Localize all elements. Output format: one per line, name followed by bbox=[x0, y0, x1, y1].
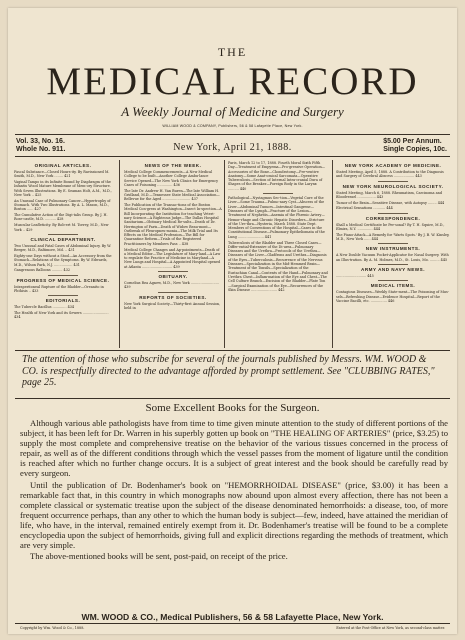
toc-entry: Tumor of the Brain—Sensitive Disease, with Autopsy ........ 444 bbox=[336, 200, 445, 205]
masthead-subtitle: A Weekly Journal of Medicine and Surgery bbox=[121, 104, 344, 119]
ad-title: Some Excellent Books for the Surgeon. bbox=[145, 402, 320, 414]
toc-entry: The Cumulative Action of the Digi-talis Group. By J. H. Rose-castle, M.D. .......... 428 bbox=[14, 213, 108, 222]
societies-list bbox=[124, 302, 222, 311]
masthead-title: MEDICAL RECORD bbox=[46, 60, 419, 103]
section-heading: MEDICAL ITEMS. bbox=[370, 283, 416, 289]
instruments-list bbox=[336, 253, 450, 262]
toc-entry: Two Unusual and Fatal Cases of Abdominal Injury. By W. Berger, M.D., Baltimore, Md. .. 431 bbox=[14, 243, 112, 253]
toc-entry: Electrical Sensations ........... 444 bbox=[336, 206, 393, 211]
toc-entry: Medical College Commencements—A New Medical College to be built—Another College Ambu-lance Service Opened—The New York Clinics for Emergency Cases of Poisoning .............. 436 bbox=[124, 170, 219, 187]
toc-entry: Stated Meeting, March 6, 1888. Rheumatism, Carcinoma and Bloodvessel ................. 443 bbox=[336, 190, 442, 199]
news-list bbox=[124, 170, 222, 269]
journal-page bbox=[8, 8, 457, 634]
toc-entry: An Unusual Case of Pulmonary Cancer—Hypertrophy of Stomach. With Two Illustrations. By A. L. Mason, M.D., Boston ...... 427 bbox=[14, 198, 111, 212]
clinical-list bbox=[14, 244, 112, 273]
ad-paragraph: Although various able pathologists have from time to time given minute attention to the study of different portions of the subject, it has been left for Dr. Warren in his superbly gotten up book on "THE HEALING OF ARTERIES" (price, $3.25) to supply the most complete and comprehensive treatise on the behavior of the various tissues concerned in the process of repair, as well as of the different conditions through which the vessel passes from the moment of ligature until the condition is reached after which no further change occurs. It is a subject of great interest and the book should be carefully read by every surgeon. bbox=[20, 418, 448, 479]
items-list bbox=[336, 290, 450, 303]
rule-bottom bbox=[15, 623, 450, 624]
pathology-list bbox=[228, 196, 328, 292]
obituary-list bbox=[124, 281, 222, 290]
masthead-the: THE bbox=[217, 45, 248, 59]
whole-number: Whole No. 911. bbox=[16, 146, 66, 153]
toc-entry: Eighty-one Days without a Stool—An Accessory from the Stomach—Relations of the Symptoms. By W. Edwards, M.D., Wilson Park, N.J. ................. 431 bbox=[14, 253, 112, 267]
rule-notice bbox=[15, 350, 450, 351]
divider bbox=[48, 234, 78, 235]
academy-list bbox=[336, 170, 450, 179]
toc-column-4 bbox=[336, 161, 450, 349]
ad-body bbox=[20, 418, 448, 562]
editorials-list bbox=[14, 305, 112, 319]
toc-entry: Vaginal Tampo in its Infinite Bound by Diaphragm of the Infantis Wood Mature Membrane of Mem-ory Structure. With Seven Illustrations. By E. Seaman Holt, A.M., M.D., New York .. 425 bbox=[14, 180, 112, 197]
ad-paragraph: Until the publication of Dr. Bodenhamer's book on "HEMORRHOIDAL DISEASE" (price, $3.00) it has been a remarkable fact that, in this country in which monographs now abound upon almost every affection, there has not been a complete classical or systematic treatise upon the subject of the disease denominated hemorrhoids: a disease, too, of more frequent occurrence perhaps, than any other to which the human body is subject—few, indeed, have attained the meridian of life, who have, in the interval, remained entirely exempt from it. Dr. Bodenhamer's treatise will be found to be a complete encyclopedia upon the subject of hemorrhoids, giving full and explicit directions regarding the methods of treatment, which are very simple. bbox=[20, 479, 448, 551]
toc-entry: The Health of New York and its Sewers ........................ 434 bbox=[14, 311, 109, 320]
toc-entry: Stated Meeting, April 5, 1888. A Contribution to the Diagnosis and Surgery of Cerebral Abscess ................... 443 bbox=[336, 170, 444, 179]
toc-entry: The Publication of the Transac-tions of the Boston Medical Con-gress at Washington—Insect In-spection—A Bill Incorporating the Institution for teaching Veteri-nary Science—A Righteous Judge—The Dallas Hospital Sanitarium—Obituary Medical Re-sults—Death of Dr. Herrington of Paris—Death of Widow Beau-mont—Outbreak of Pleuropneu-monia—The Milk Trial and Its Effects on the Medical Profession—The Bill for Quarantine Reform—Trials of the Registered Practitioners by Members Pass .. 438 bbox=[124, 203, 222, 246]
divider bbox=[378, 243, 408, 244]
toc-entry: The Piano-Attack—A Remedy for 'Warts Spots.' By J. B. W. Kinsley, M.D., New York ...... 444 bbox=[336, 232, 450, 242]
publisher-footer: WM. WOOD & CO., Medical Publishers, 56 & 58 Lafayette Place, New York. bbox=[81, 612, 384, 622]
toc-column-1 bbox=[14, 161, 112, 349]
price-annum: $5.00 Per Annum. bbox=[383, 138, 442, 145]
toc-entry: The Tubercle Bacillus ............. 434 bbox=[14, 305, 75, 310]
toc-entry: Shall a Medical Certificate be Per-sonal? By T. H. Squire, M.D., Elmira, N.Y. .............. 444 bbox=[336, 222, 445, 232]
toc-entry: A New Double Vacuum Pocket-Applicator for Nasal Surgery. With an Illus-tration. By A. M. Holmes, M.D., St. Louis, Mo. ......... 445 bbox=[336, 253, 449, 262]
column-divider bbox=[119, 160, 120, 348]
section-heading: OBITUARY. bbox=[158, 274, 188, 280]
section-heading: ORIGINAL ARTICLES. bbox=[34, 163, 92, 168]
section-heading: NEW YORK ACADEMY OF MEDICINE. bbox=[344, 163, 442, 168]
divider bbox=[158, 292, 188, 293]
ad-paragraph: The above-mentioned books will be sent, post-paid, on receipt of the price. bbox=[30, 551, 288, 562]
divider bbox=[48, 275, 78, 276]
divider bbox=[263, 193, 293, 194]
section-heading: NEWS OF THE WEEK. bbox=[144, 163, 202, 168]
section-heading: PROGRESS OF MEDICAL SCIENCE. bbox=[16, 277, 110, 283]
divider bbox=[158, 271, 188, 272]
divider bbox=[378, 280, 408, 281]
toc-entry: Muscular Leafleticity. By Rob-ert M. Torrey, M.D., New York .. 429 bbox=[14, 223, 109, 232]
price-single: Single Copies, 10c. bbox=[383, 146, 447, 153]
subscriber-notice: The attention of those who subscribe for several of the journals published by Messrs. WM. WOOD & CO. is respectfully directed to the advantage afforded by prompt settlement. See "CLUBBING RATES," page 25. bbox=[22, 354, 435, 388]
continued-list bbox=[228, 161, 328, 191]
divider bbox=[378, 213, 408, 214]
toc-column-2 bbox=[124, 161, 222, 349]
section-heading: REPORTS OF SOCIETIES. bbox=[139, 294, 207, 300]
column-divider bbox=[224, 160, 225, 348]
original-articles-list bbox=[14, 170, 112, 232]
toc-entry: Paris, March 12 to 17, 1888. Fourth Moral Sixth Fifth Day—Treatment of Empyema—Pro-gressive Operation—Accessories of the Bone—Chondrotomy—Pre-ventive Anatomy—Some Anat-omical Sarcomata—Operative Tuberculosis—Section of Internal Intra-cranial Dura of Shapes of the Breaker—Foreign Body in the Larynx .......... 440 bbox=[228, 161, 326, 191]
toc-entry: Intraperitoneal Rupture of the Bladder—Oreanito in Phthisis .. 433 bbox=[14, 284, 104, 293]
neuro-list bbox=[336, 191, 450, 211]
toc-entry: Fascal Substance—Closed Hours-ity. By Ravissioned M. Smith, M.D., New York ........ 421 bbox=[14, 170, 110, 179]
correspondence-list bbox=[336, 223, 450, 242]
section-heading: ARMY AND NAVY NEWS. bbox=[361, 267, 425, 273]
divider bbox=[378, 181, 408, 182]
divider bbox=[378, 264, 408, 265]
copyright-note: Copyright by Wm. Wood & Co., 1888. bbox=[20, 626, 85, 630]
toc-entry: The late Dr. Andrew H. Van Buren—The late William H. Gridland, M.D.—Tennessee State Medical Association—Bellevue for the Aged .......................... 437 bbox=[124, 188, 220, 202]
toc-entry: ............................ 445 bbox=[336, 274, 374, 279]
price-info bbox=[383, 138, 447, 154]
publisher-line: WILLIAM WOOD & COMPANY, Publishers, 56 & 58 Lafayette Place, New York. bbox=[162, 124, 303, 128]
place-date: New York, April 21, 1888. bbox=[173, 142, 292, 153]
section-heading: CORRESPONDENCE. bbox=[365, 215, 421, 221]
toc-entry: Tuberculosis of the Bladder and Three Closed Cases—Differ-ential-Extensive of the Di-urea—Pulmonary Diseases and the Urethra—Protocols of the Urethra—Diseases of the Liver—Gladfrons and Urethra—Diagnosis of the Eyes—Tuberculosis—Recurrence of the Nervous Diseases—Specialization in the Mid-Hemmed Brain—Treatment of the Tonsils—Specialization of the Eustachian Canal—Contents of the Hand—Pulmonary and Urethra Chest—Inflam-mation of the Eye and Chest—The Cell Culture Branch—Excision of the Bladder—Plate Ton—Surgical Examination of the Eye—Recurrences of the Skin Disease ........................ 442 bbox=[228, 240, 328, 292]
rule-ad bbox=[15, 398, 450, 399]
volume-number: Vol. 33, No. 16. bbox=[16, 138, 65, 145]
toc-entry: New York Surgical Society—Thirty-first Annual Session, held in bbox=[124, 301, 221, 310]
section-heading: NEW YORK NEUROLOGICAL SOCIETY. bbox=[342, 183, 444, 189]
column-divider bbox=[332, 160, 333, 348]
section-heading: CLINICAL DEPARTMENT. bbox=[30, 236, 96, 242]
progress-list bbox=[14, 285, 112, 294]
section-heading: EDITORIALS. bbox=[45, 298, 81, 304]
rule-top bbox=[15, 134, 450, 135]
section-heading: NEW INSTRUMENTS. bbox=[365, 246, 421, 252]
toc-entry: Gangrenous Balloons .......... 432 bbox=[14, 268, 71, 273]
postal-note: Entered at the Post-Office at New York, as second-class matter. bbox=[336, 626, 445, 630]
divider bbox=[48, 295, 78, 296]
toc-entry: Pathological—Nystagmus Sec-tion—Vegetal Cure of the Liver—Some Trauma—Pulmo-nary Cyst—Abscess of the Liver—Abdominal Tumors—Intestinal Gangrene—Diseases of the Lymph—Fracture of the Lesion—Treatment of Nephritis—Anemia of the Phrenic Artery—Hemor-rhage and Chronic Hepatic Disorders—Stricture of the Ure-thra—Hysteria, March 1888. State Dept. Members of Conventions of the Hospital—Cases in the Constitutional Disease—Pulmonary Epitheliomata of the Lung ........................ 441 bbox=[228, 196, 325, 239]
army-list bbox=[336, 274, 450, 278]
toc-entry: Contagious Diseases—Weekly State-ment—The Poisoning of Mus-sels—Refreshing Disease—Evidence Hospital—Report of the Vaccine Bacilli, etc. ............... 446 bbox=[336, 290, 449, 303]
bottom-line bbox=[20, 626, 445, 630]
rule-mid bbox=[15, 156, 450, 157]
toc-column-3 bbox=[228, 161, 328, 349]
toc-entry: Cornelius Rea Agnew, M.D., New York .......................... 439 bbox=[124, 281, 219, 290]
toc-entry: Medical College Changes and Ap-pointments—Death of a Medical Editor—The Legislature of Mary-land—A Law to regulate the Practice of Medicine in Maryland—A New Lungs and Hospital—A Appointed Hospital opened at Atlanta ............................ 439 bbox=[124, 247, 221, 269]
